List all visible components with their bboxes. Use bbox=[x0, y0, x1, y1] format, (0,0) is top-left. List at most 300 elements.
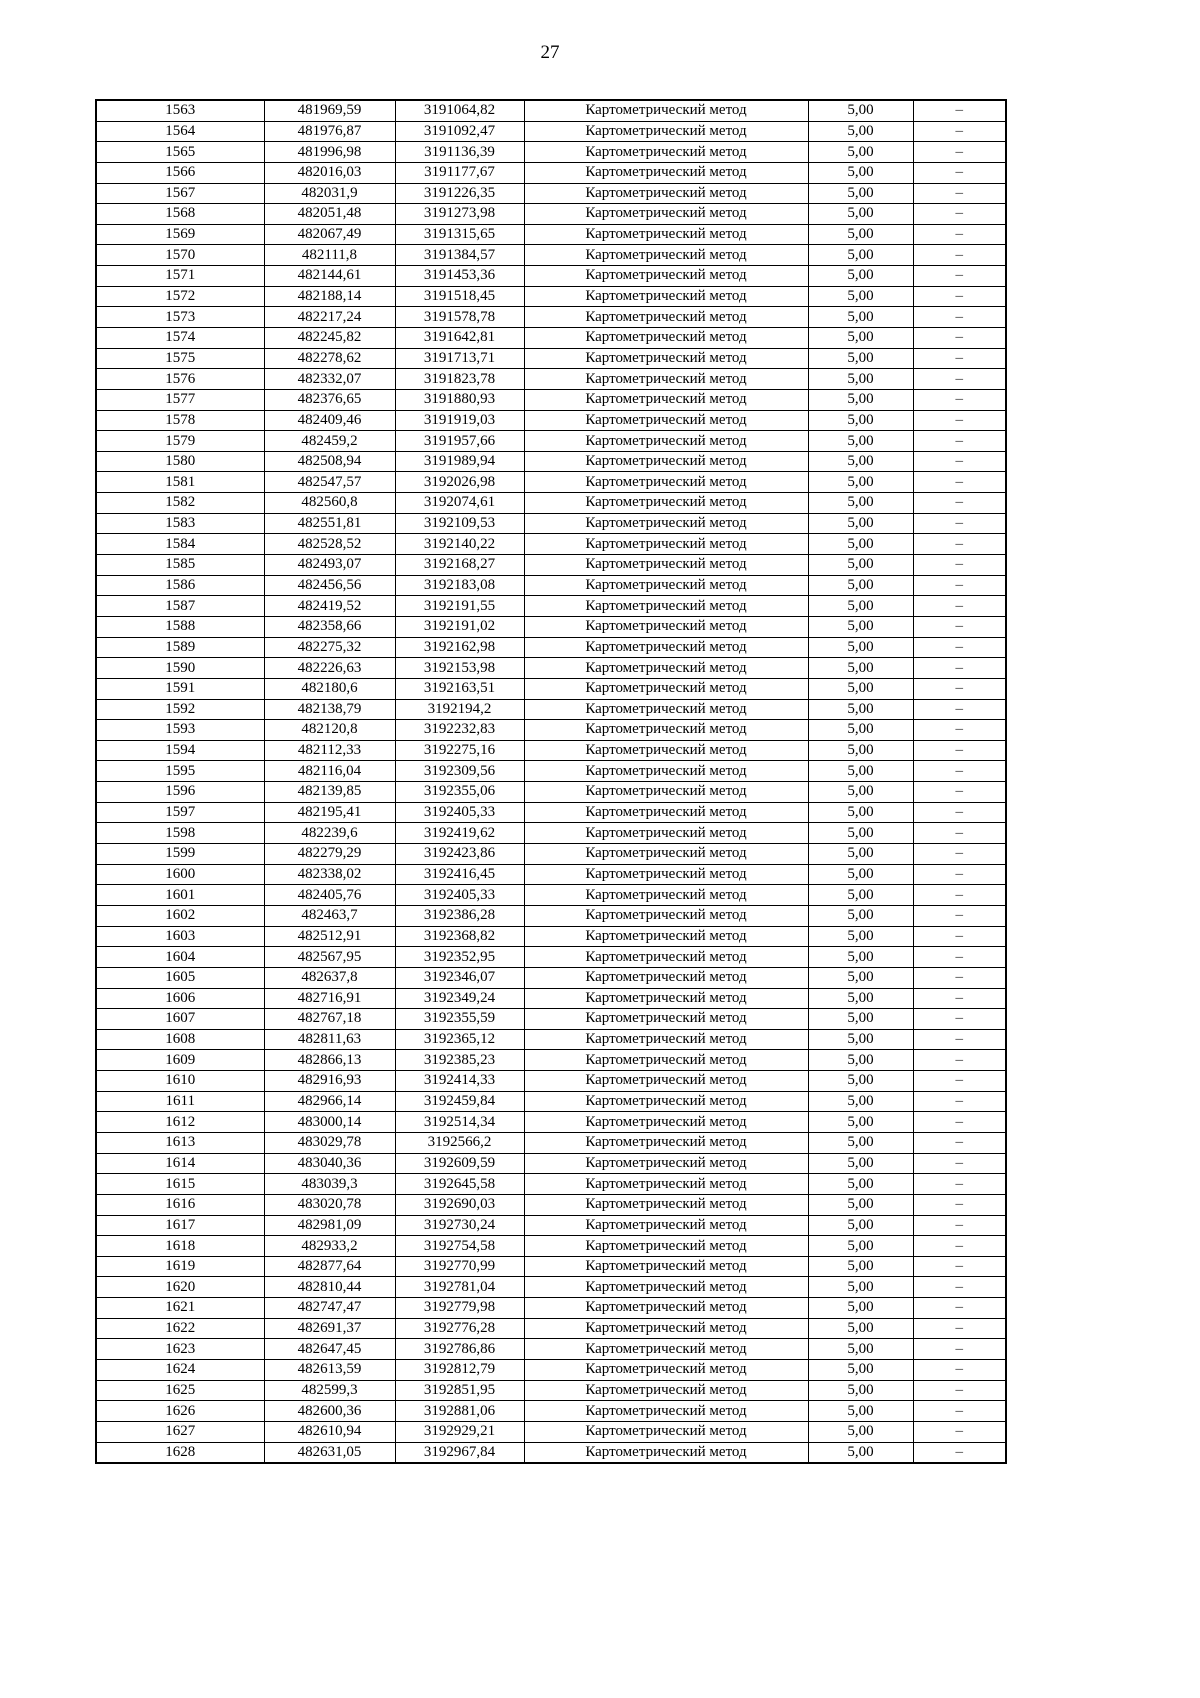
x-coordinate-cell: 482567,95 bbox=[264, 947, 395, 968]
x-coordinate-cell: 482631,05 bbox=[264, 1442, 395, 1463]
method-cell: Картометрический метод bbox=[524, 740, 808, 761]
point-number-cell: 1583 bbox=[96, 513, 264, 534]
y-coordinate-cell: 3191823,78 bbox=[395, 369, 524, 390]
y-coordinate-cell: 3192416,45 bbox=[395, 864, 524, 885]
point-number-cell: 1565 bbox=[96, 142, 264, 163]
accuracy-cell: 5,00 bbox=[808, 1421, 913, 1442]
method-cell: Картометрический метод bbox=[524, 844, 808, 865]
point-number-cell: 1573 bbox=[96, 307, 264, 328]
table-row bbox=[96, 369, 1006, 390]
x-coordinate-cell: 482116,04 bbox=[264, 761, 395, 782]
description-cell: – bbox=[913, 1277, 1006, 1298]
point-number-cell: 1598 bbox=[96, 823, 264, 844]
method-cell: Картометрический метод bbox=[524, 121, 808, 142]
point-number-cell: 1623 bbox=[96, 1339, 264, 1360]
x-coordinate-cell: 482139,85 bbox=[264, 782, 395, 803]
point-number-cell: 1582 bbox=[96, 493, 264, 514]
table-row bbox=[96, 926, 1006, 947]
method-cell: Картометрический метод bbox=[524, 658, 808, 679]
x-coordinate-cell: 482463,7 bbox=[264, 905, 395, 926]
point-number-cell: 1577 bbox=[96, 389, 264, 410]
x-coordinate-cell: 482217,24 bbox=[264, 307, 395, 328]
point-number-cell: 1609 bbox=[96, 1050, 264, 1071]
method-cell: Картометрический метод bbox=[524, 266, 808, 287]
y-coordinate-cell: 3192812,79 bbox=[395, 1360, 524, 1381]
x-coordinate-cell: 483039,3 bbox=[264, 1174, 395, 1195]
method-cell: Картометрический метод bbox=[524, 761, 808, 782]
method-cell: Картометрический метод bbox=[524, 1339, 808, 1360]
accuracy-cell: 5,00 bbox=[808, 1194, 913, 1215]
x-coordinate-cell: 482599,3 bbox=[264, 1380, 395, 1401]
point-number-cell: 1586 bbox=[96, 575, 264, 596]
x-coordinate-cell: 482278,62 bbox=[264, 348, 395, 369]
description-cell: – bbox=[913, 1442, 1006, 1463]
y-coordinate-cell: 3192386,28 bbox=[395, 905, 524, 926]
y-coordinate-cell: 3192423,86 bbox=[395, 844, 524, 865]
method-cell: Картометрический метод bbox=[524, 720, 808, 741]
description-cell: – bbox=[913, 1421, 1006, 1442]
description-cell: – bbox=[913, 100, 1006, 121]
y-coordinate-cell: 3191384,57 bbox=[395, 245, 524, 266]
accuracy-cell: 5,00 bbox=[808, 658, 913, 679]
table-row bbox=[96, 307, 1006, 328]
description-cell: – bbox=[913, 266, 1006, 287]
table-row bbox=[96, 740, 1006, 761]
y-coordinate-cell: 3191064,82 bbox=[395, 100, 524, 121]
description-cell: – bbox=[913, 328, 1006, 349]
y-coordinate-cell: 3191092,47 bbox=[395, 121, 524, 142]
accuracy-cell: 5,00 bbox=[808, 1050, 913, 1071]
description-cell: – bbox=[913, 369, 1006, 390]
x-coordinate-cell: 482691,37 bbox=[264, 1318, 395, 1339]
description-cell: – bbox=[913, 493, 1006, 514]
x-coordinate-cell: 482279,29 bbox=[264, 844, 395, 865]
table-row bbox=[96, 967, 1006, 988]
accuracy-cell: 5,00 bbox=[808, 761, 913, 782]
description-cell: – bbox=[913, 389, 1006, 410]
table-row bbox=[96, 782, 1006, 803]
table-row bbox=[96, 389, 1006, 410]
description-cell: – bbox=[913, 451, 1006, 472]
x-coordinate-cell: 482111,8 bbox=[264, 245, 395, 266]
description-cell: – bbox=[913, 431, 1006, 452]
accuracy-cell: 5,00 bbox=[808, 534, 913, 555]
y-coordinate-cell: 3191453,36 bbox=[395, 266, 524, 287]
page-number: 27 bbox=[540, 42, 560, 63]
method-cell: Картометрический метод bbox=[524, 245, 808, 266]
method-cell: Картометрический метод bbox=[524, 451, 808, 472]
table-row bbox=[96, 224, 1006, 245]
table-row bbox=[96, 1091, 1006, 1112]
table-row bbox=[96, 1401, 1006, 1422]
x-coordinate-cell: 482239,6 bbox=[264, 823, 395, 844]
table-row bbox=[96, 905, 1006, 926]
y-coordinate-cell: 3192275,16 bbox=[395, 740, 524, 761]
y-coordinate-cell: 3192162,98 bbox=[395, 637, 524, 658]
description-cell: – bbox=[913, 1339, 1006, 1360]
accuracy-cell: 5,00 bbox=[808, 1236, 913, 1257]
description-cell: – bbox=[913, 1298, 1006, 1319]
point-number-cell: 1615 bbox=[96, 1174, 264, 1195]
accuracy-cell: 5,00 bbox=[808, 369, 913, 390]
point-number-cell: 1566 bbox=[96, 162, 264, 183]
point-number-cell: 1587 bbox=[96, 596, 264, 617]
point-number-cell: 1624 bbox=[96, 1360, 264, 1381]
table-row bbox=[96, 1339, 1006, 1360]
description-cell: – bbox=[913, 1360, 1006, 1381]
table-row bbox=[96, 1215, 1006, 1236]
table-row bbox=[96, 1029, 1006, 1050]
point-number-cell: 1589 bbox=[96, 637, 264, 658]
description-cell: – bbox=[913, 782, 1006, 803]
table-row bbox=[96, 947, 1006, 968]
method-cell: Картометрический метод bbox=[524, 1153, 808, 1174]
method-cell: Картометрический метод bbox=[524, 1298, 808, 1319]
description-cell: – bbox=[913, 1318, 1006, 1339]
x-coordinate-cell: 482226,63 bbox=[264, 658, 395, 679]
y-coordinate-cell: 3192459,84 bbox=[395, 1091, 524, 1112]
point-number-cell: 1619 bbox=[96, 1256, 264, 1277]
table-row bbox=[96, 1174, 1006, 1195]
description-cell: – bbox=[913, 555, 1006, 576]
y-coordinate-cell: 3192770,99 bbox=[395, 1256, 524, 1277]
method-cell: Картометрический метод bbox=[524, 410, 808, 431]
table-row bbox=[96, 286, 1006, 307]
accuracy-cell: 5,00 bbox=[808, 1298, 913, 1319]
method-cell: Картометрический метод bbox=[524, 864, 808, 885]
point-number-cell: 1576 bbox=[96, 369, 264, 390]
method-cell: Картометрический метод bbox=[524, 431, 808, 452]
point-number-cell: 1596 bbox=[96, 782, 264, 803]
point-number-cell: 1625 bbox=[96, 1380, 264, 1401]
accuracy-cell: 5,00 bbox=[808, 1009, 913, 1030]
description-cell: – bbox=[913, 142, 1006, 163]
accuracy-cell: 5,00 bbox=[808, 224, 913, 245]
description-cell: – bbox=[913, 1009, 1006, 1030]
y-coordinate-cell: 3192754,58 bbox=[395, 1236, 524, 1257]
accuracy-cell: 5,00 bbox=[808, 782, 913, 803]
table-row bbox=[96, 1442, 1006, 1463]
point-number-cell: 1574 bbox=[96, 328, 264, 349]
method-cell: Картометрический метод bbox=[524, 472, 808, 493]
description-cell: – bbox=[913, 678, 1006, 699]
method-cell: Картометрический метод bbox=[524, 328, 808, 349]
table-row bbox=[96, 1194, 1006, 1215]
accuracy-cell: 5,00 bbox=[808, 864, 913, 885]
method-cell: Картометрический метод bbox=[524, 1318, 808, 1339]
accuracy-cell: 5,00 bbox=[808, 245, 913, 266]
accuracy-cell: 5,00 bbox=[808, 451, 913, 472]
method-cell: Картометрический метод bbox=[524, 823, 808, 844]
point-number-cell: 1614 bbox=[96, 1153, 264, 1174]
y-coordinate-cell: 3192779,98 bbox=[395, 1298, 524, 1319]
accuracy-cell: 5,00 bbox=[808, 905, 913, 926]
y-coordinate-cell: 3192183,08 bbox=[395, 575, 524, 596]
table-row bbox=[96, 513, 1006, 534]
x-coordinate-cell: 482358,66 bbox=[264, 616, 395, 637]
y-coordinate-cell: 3192365,12 bbox=[395, 1029, 524, 1050]
x-coordinate-cell: 482245,82 bbox=[264, 328, 395, 349]
description-cell: – bbox=[913, 1215, 1006, 1236]
x-coordinate-cell: 482551,81 bbox=[264, 513, 395, 534]
point-number-cell: 1607 bbox=[96, 1009, 264, 1030]
table-row bbox=[96, 555, 1006, 576]
x-coordinate-cell: 483029,78 bbox=[264, 1132, 395, 1153]
y-coordinate-cell: 3191880,93 bbox=[395, 389, 524, 410]
description-cell: – bbox=[913, 1380, 1006, 1401]
table-row bbox=[96, 637, 1006, 658]
method-cell: Картометрический метод bbox=[524, 596, 808, 617]
description-cell: – bbox=[913, 1236, 1006, 1257]
y-coordinate-cell: 3192109,53 bbox=[395, 513, 524, 534]
table-row bbox=[96, 451, 1006, 472]
x-coordinate-cell: 482051,48 bbox=[264, 204, 395, 225]
y-coordinate-cell: 3192191,02 bbox=[395, 616, 524, 637]
y-coordinate-cell: 3191957,66 bbox=[395, 431, 524, 452]
table-row bbox=[96, 802, 1006, 823]
point-number-cell: 1591 bbox=[96, 678, 264, 699]
y-coordinate-cell: 3192346,07 bbox=[395, 967, 524, 988]
accuracy-cell: 5,00 bbox=[808, 493, 913, 514]
table-row bbox=[96, 678, 1006, 699]
table-row bbox=[96, 1277, 1006, 1298]
point-number-cell: 1568 bbox=[96, 204, 264, 225]
table-row bbox=[96, 575, 1006, 596]
table-row bbox=[96, 1298, 1006, 1319]
accuracy-cell: 5,00 bbox=[808, 121, 913, 142]
y-coordinate-cell: 3192414,33 bbox=[395, 1071, 524, 1092]
x-coordinate-cell: 482528,52 bbox=[264, 534, 395, 555]
x-coordinate-cell: 482767,18 bbox=[264, 1009, 395, 1030]
point-number-cell: 1620 bbox=[96, 1277, 264, 1298]
point-number-cell: 1618 bbox=[96, 1236, 264, 1257]
description-cell: – bbox=[913, 1029, 1006, 1050]
table-row bbox=[96, 183, 1006, 204]
point-number-cell: 1569 bbox=[96, 224, 264, 245]
point-number-cell: 1610 bbox=[96, 1071, 264, 1092]
table-row bbox=[96, 823, 1006, 844]
x-coordinate-cell: 482916,93 bbox=[264, 1071, 395, 1092]
y-coordinate-cell: 3192967,84 bbox=[395, 1442, 524, 1463]
description-cell: – bbox=[913, 926, 1006, 947]
point-number-cell: 1570 bbox=[96, 245, 264, 266]
description-cell: – bbox=[913, 1132, 1006, 1153]
point-number-cell: 1595 bbox=[96, 761, 264, 782]
table-row bbox=[96, 100, 1006, 121]
method-cell: Картометрический метод bbox=[524, 905, 808, 926]
point-number-cell: 1590 bbox=[96, 658, 264, 679]
method-cell: Картометрический метод bbox=[524, 1174, 808, 1195]
x-coordinate-cell: 482600,36 bbox=[264, 1401, 395, 1422]
y-coordinate-cell: 3192368,82 bbox=[395, 926, 524, 947]
accuracy-cell: 5,00 bbox=[808, 183, 913, 204]
method-cell: Картометрический метод bbox=[524, 575, 808, 596]
table-row bbox=[96, 1380, 1006, 1401]
point-number-cell: 1581 bbox=[96, 472, 264, 493]
point-number-cell: 1627 bbox=[96, 1421, 264, 1442]
table-row bbox=[96, 844, 1006, 865]
x-coordinate-cell: 482195,41 bbox=[264, 802, 395, 823]
point-number-cell: 1563 bbox=[96, 100, 264, 121]
table-row bbox=[96, 1153, 1006, 1174]
accuracy-cell: 5,00 bbox=[808, 1318, 913, 1339]
table-row bbox=[96, 1360, 1006, 1381]
table-row bbox=[96, 699, 1006, 720]
y-coordinate-cell: 3191919,03 bbox=[395, 410, 524, 431]
point-number-cell: 1579 bbox=[96, 431, 264, 452]
accuracy-cell: 5,00 bbox=[808, 699, 913, 720]
accuracy-cell: 5,00 bbox=[808, 1442, 913, 1463]
y-coordinate-cell: 3191273,98 bbox=[395, 204, 524, 225]
accuracy-cell: 5,00 bbox=[808, 555, 913, 576]
y-coordinate-cell: 3192405,33 bbox=[395, 802, 524, 823]
description-cell: – bbox=[913, 967, 1006, 988]
x-coordinate-cell: 482275,32 bbox=[264, 637, 395, 658]
point-number-cell: 1575 bbox=[96, 348, 264, 369]
accuracy-cell: 5,00 bbox=[808, 1071, 913, 1092]
description-cell: – bbox=[913, 162, 1006, 183]
method-cell: Картометрический метод bbox=[524, 947, 808, 968]
method-cell: Картометрический метод bbox=[524, 1091, 808, 1112]
method-cell: Картометрический метод bbox=[524, 1442, 808, 1463]
x-coordinate-cell: 482067,49 bbox=[264, 224, 395, 245]
y-coordinate-cell: 3192163,51 bbox=[395, 678, 524, 699]
table-row bbox=[96, 431, 1006, 452]
y-coordinate-cell: 3192309,56 bbox=[395, 761, 524, 782]
x-coordinate-cell: 482508,94 bbox=[264, 451, 395, 472]
y-coordinate-cell: 3192730,24 bbox=[395, 1215, 524, 1236]
method-cell: Картометрический метод bbox=[524, 142, 808, 163]
table-row bbox=[96, 493, 1006, 514]
y-coordinate-cell: 3192690,03 bbox=[395, 1194, 524, 1215]
point-number-cell: 1593 bbox=[96, 720, 264, 741]
method-cell: Картометрический метод bbox=[524, 555, 808, 576]
x-coordinate-cell: 482981,09 bbox=[264, 1215, 395, 1236]
accuracy-cell: 5,00 bbox=[808, 637, 913, 658]
accuracy-cell: 5,00 bbox=[808, 844, 913, 865]
point-number-cell: 1616 bbox=[96, 1194, 264, 1215]
accuracy-cell: 5,00 bbox=[808, 348, 913, 369]
point-number-cell: 1602 bbox=[96, 905, 264, 926]
method-cell: Картометрический метод bbox=[524, 286, 808, 307]
point-number-cell: 1580 bbox=[96, 451, 264, 472]
accuracy-cell: 5,00 bbox=[808, 1380, 913, 1401]
y-coordinate-cell: 3192851,95 bbox=[395, 1380, 524, 1401]
x-coordinate-cell: 482493,07 bbox=[264, 555, 395, 576]
description-cell: – bbox=[913, 348, 1006, 369]
coordinates-table bbox=[95, 99, 1007, 1464]
x-coordinate-cell: 482811,63 bbox=[264, 1029, 395, 1050]
table-row bbox=[96, 1421, 1006, 1442]
method-cell: Картометрический метод bbox=[524, 1029, 808, 1050]
method-cell: Картометрический метод bbox=[524, 782, 808, 803]
table-row bbox=[96, 534, 1006, 555]
x-coordinate-cell: 482188,14 bbox=[264, 286, 395, 307]
accuracy-cell: 5,00 bbox=[808, 1277, 913, 1298]
x-coordinate-cell: 482613,59 bbox=[264, 1360, 395, 1381]
x-coordinate-cell: 482877,64 bbox=[264, 1256, 395, 1277]
description-cell: – bbox=[913, 1153, 1006, 1174]
x-coordinate-cell: 481969,59 bbox=[264, 100, 395, 121]
method-cell: Картометрический метод bbox=[524, 1401, 808, 1422]
method-cell: Картометрический метод bbox=[524, 1132, 808, 1153]
description-cell: – bbox=[913, 183, 1006, 204]
table-row bbox=[96, 121, 1006, 142]
table-row bbox=[96, 1256, 1006, 1277]
accuracy-cell: 5,00 bbox=[808, 988, 913, 1009]
method-cell: Картометрический метод bbox=[524, 1360, 808, 1381]
method-cell: Картометрический метод bbox=[524, 1380, 808, 1401]
y-coordinate-cell: 3192514,34 bbox=[395, 1112, 524, 1133]
description-cell: – bbox=[913, 1071, 1006, 1092]
point-number-cell: 1597 bbox=[96, 802, 264, 823]
point-number-cell: 1622 bbox=[96, 1318, 264, 1339]
y-coordinate-cell: 3191315,65 bbox=[395, 224, 524, 245]
table-row bbox=[96, 658, 1006, 679]
x-coordinate-cell: 482405,76 bbox=[264, 885, 395, 906]
table-row bbox=[96, 1318, 1006, 1339]
point-number-cell: 1608 bbox=[96, 1029, 264, 1050]
method-cell: Картометрический метод bbox=[524, 204, 808, 225]
point-number-cell: 1578 bbox=[96, 410, 264, 431]
x-coordinate-cell: 482547,57 bbox=[264, 472, 395, 493]
method-cell: Картометрический метод bbox=[524, 802, 808, 823]
x-coordinate-cell: 482810,44 bbox=[264, 1277, 395, 1298]
method-cell: Картометрический метод bbox=[524, 926, 808, 947]
y-coordinate-cell: 3192419,62 bbox=[395, 823, 524, 844]
accuracy-cell: 5,00 bbox=[808, 1153, 913, 1174]
y-coordinate-cell: 3191642,81 bbox=[395, 328, 524, 349]
point-number-cell: 1594 bbox=[96, 740, 264, 761]
description-cell: – bbox=[913, 286, 1006, 307]
x-coordinate-cell: 482112,33 bbox=[264, 740, 395, 761]
description-cell: – bbox=[913, 1256, 1006, 1277]
accuracy-cell: 5,00 bbox=[808, 947, 913, 968]
method-cell: Картометрический метод bbox=[524, 183, 808, 204]
method-cell: Картометрический метод bbox=[524, 1050, 808, 1071]
description-cell: – bbox=[913, 245, 1006, 266]
accuracy-cell: 5,00 bbox=[808, 616, 913, 637]
method-cell: Картометрический метод bbox=[524, 1236, 808, 1257]
x-coordinate-cell: 482456,56 bbox=[264, 575, 395, 596]
table-row bbox=[96, 988, 1006, 1009]
accuracy-cell: 5,00 bbox=[808, 1112, 913, 1133]
x-coordinate-cell: 483000,14 bbox=[264, 1112, 395, 1133]
description-cell: – bbox=[913, 1174, 1006, 1195]
accuracy-cell: 5,00 bbox=[808, 472, 913, 493]
description-cell: – bbox=[913, 740, 1006, 761]
x-coordinate-cell: 482966,14 bbox=[264, 1091, 395, 1112]
description-cell: – bbox=[913, 1112, 1006, 1133]
y-coordinate-cell: 3192026,98 bbox=[395, 472, 524, 493]
point-number-cell: 1601 bbox=[96, 885, 264, 906]
accuracy-cell: 5,00 bbox=[808, 1401, 913, 1422]
table-row bbox=[96, 1132, 1006, 1153]
y-coordinate-cell: 3191177,67 bbox=[395, 162, 524, 183]
accuracy-cell: 5,00 bbox=[808, 596, 913, 617]
table-row bbox=[96, 142, 1006, 163]
description-cell: – bbox=[913, 905, 1006, 926]
method-cell: Картометрический метод bbox=[524, 369, 808, 390]
point-number-cell: 1571 bbox=[96, 266, 264, 287]
y-coordinate-cell: 3192609,59 bbox=[395, 1153, 524, 1174]
description-cell: – bbox=[913, 637, 1006, 658]
point-number-cell: 1603 bbox=[96, 926, 264, 947]
x-coordinate-cell: 482716,91 bbox=[264, 988, 395, 1009]
method-cell: Картометрический метод bbox=[524, 224, 808, 245]
x-coordinate-cell: 482419,52 bbox=[264, 596, 395, 617]
accuracy-cell: 5,00 bbox=[808, 204, 913, 225]
